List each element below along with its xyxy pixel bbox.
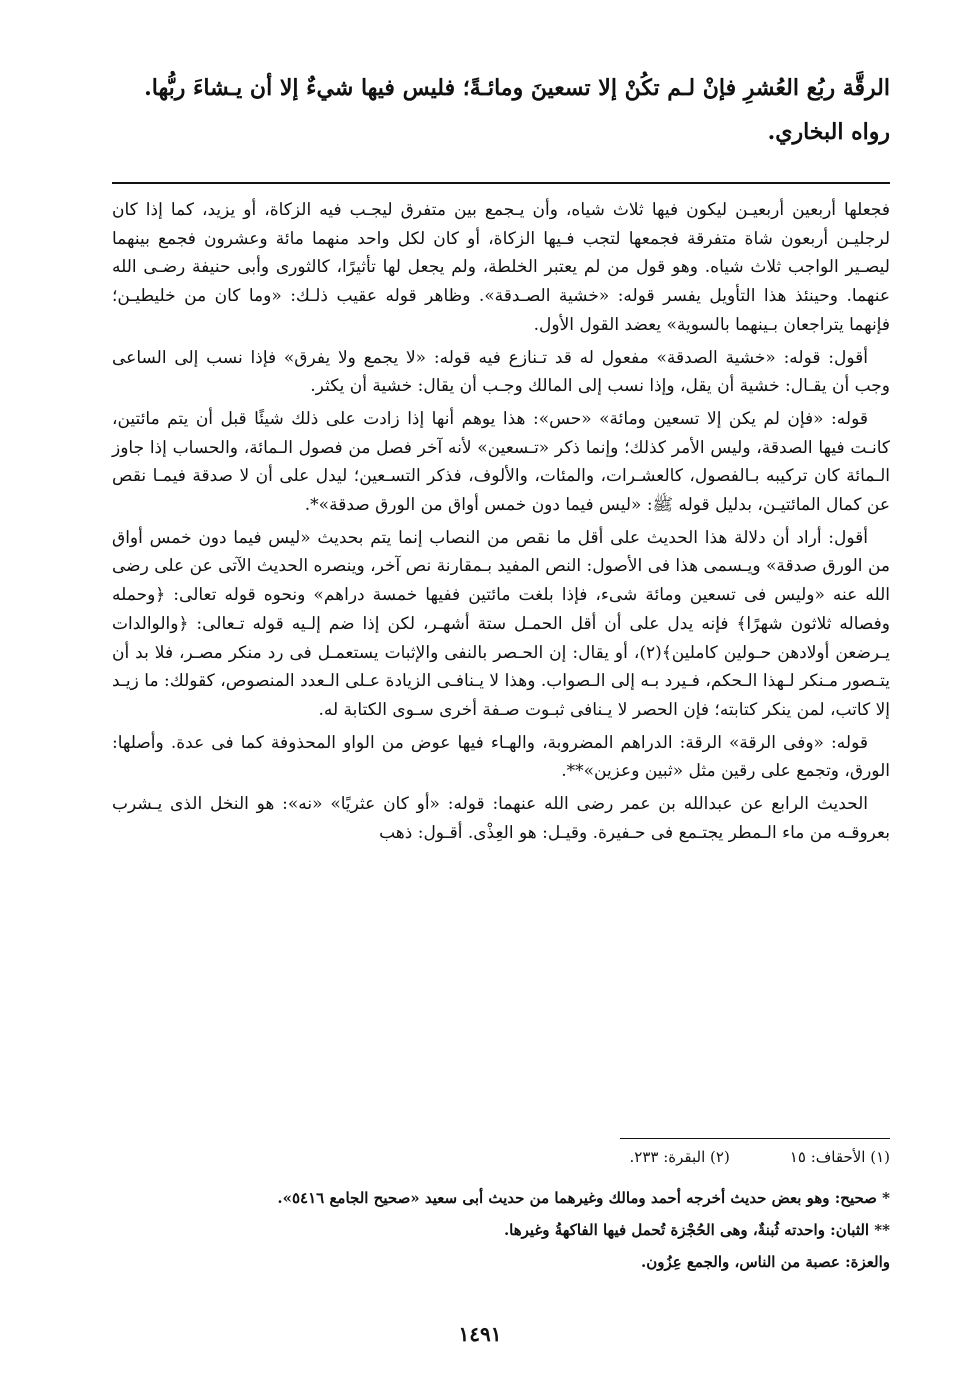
- commentary-paragraph: الحديث الرابع عن عبدالله بن عمر رضى الله عنهما: قوله: «أو كان عثريًا» «نه»: هو النخل الذى يـشرب بعروقـه من ماء الـمطر يجتـمع فى حـفيرة. وقيـل: هو العِذْى. أقـول: ذهب: [112, 794, 890, 843]
- page-number: ١٤٩١: [458, 1322, 502, 1346]
- editor-note: * صحيح: وهو بعض حديث أخرجه أحمد ومالك وغيرهما من حديث أبى سعيد «صحيح الجامع ٥٤١٦».: [277, 1189, 890, 1207]
- footnotes: [380, 1146, 890, 1168]
- editor-notes: [180, 1182, 890, 1278]
- footnote-1: (١) الأحقاف: ١٥: [789, 1148, 890, 1166]
- commentary-paragraph: أقول: أراد أن دلالة هذا الحديث على أقل ما نقص من النصاب إنما يتم بحديث «ليس فيما دون خمس أواق من الورق صدقة» ويـسمى هذا فى الأصول: النص المفيد بـمقارنة نص آخر، وينصره الحديث الآتى عن على رضى الله عنه «وليس فى تسعين ومائة شىء، فإذا بلغت مائتين ففيها خمسة دراهم» ونحوه قوله تعالى: ﴿وحمله وفصاله ثلاثون شهرًا﴾ فإنه يدل على أن أقل الحمـل ستة أشهـر، لكن إذا ضم إلـيه قوله تـعالى: ﴿والوالدات يـرضعن أولادهن حـولين كاملين﴾(٢)، أو يقال: إن الحـصر بالنفى والإثبات يستعمـل فى رد منكر مصـر، فلا بد أن يتـصور مـنكر لـهذا الـحكم، فـيرد بـه إلى الـصواب. وهذا لا يـنافـى الزيادة عـلى الـعدد المنصوص، كقولك: ما زيـد إلا كاتب، لمن ينكر كتابته؛ فإن الحصر لا يـنافى ثبـوت صـفة أخرى سـوى الكتابة له.: [112, 527, 890, 720]
- hadith-line: الرقَّة ربُع العُشرِ فإنْ لـم تكُنْ إلا تسعينَ ومائـةً؛ فليس فيها شيءٌ إلا أن يـشاءَ ربُّها.: [144, 75, 890, 101]
- commentary-paragraph: قوله: «فإن لم يكن إلا تسعين ومائة» «حس»: هذا يوهم أنها إذا زادت على ذلك شيئًا قبل أن يتم مائتين، كانـت فيها الصدقة، وليس الأمر كذلك؛ وإنما ذكر «تـسعين» لأنه آخر فصل من فصول الـمائة، والحساب إذا جاوز الـمائة كان تركيبه بـالفصول، كالعشـرات، والمئات، والألوف، فذكر التسـعين؛ ليدل على أن لا صدقة فيمـا نقص عن كمال المائتيـن، بدليل قوله ﷺ: «ليس فيما دون خمس أواق من الورق صدقة»*.: [112, 408, 890, 516]
- hadith-source: رواه البخاري.: [767, 119, 890, 145]
- separator-rule: [112, 182, 890, 184]
- footnote-2: (٢) البقرة: ٢٣٣.: [629, 1148, 730, 1166]
- commentary-paragraph: فجعلها أربعين أربعيـن ليكون فيها ثلاث شياه، وأن يـجمع بين متفرق ليجـب فيه الزكاة، أو يزيد، كما إذا كان لرجليـن أربعون شاة متفرقة فجمعها لتجب فـيها الزكاة، أو كان لكل واحد منهما مائة وعشرون فجمع بينهما ليصـير الواجب ثلاث شياه. وهو قول من لم يعتبر الخلطة، ولم يجعل لها تأثيرًا، كالثورى وأبى حنيفة رضـى الله عنهما. وحينئذ هذا التأويل يفسر قوله: «خشية الصـدقة». وظاهر قوله عقيب ذلـك: «وما كان من خليطيـن؛ فإنهما يتراجعان بـينهما بالسوية» يعضد القول الأول.: [112, 200, 890, 335]
- commentary-paragraph: قوله: «وفى الرقة» الرقة: الدراهم المضروبة، والهـاء فيها عوض من الواو المحذوفة كما فى عدة. وأصلها: الورق، وتجمع على رقين مثل «ثبين وعزين»**.: [112, 732, 890, 782]
- hadith-text: [100, 66, 890, 154]
- editor-note: والعزة: عصبة من الناس، والجمع عِزُون.: [641, 1253, 890, 1271]
- commentary-block: [112, 196, 890, 851]
- footnote-rule: [620, 1138, 890, 1139]
- commentary-paragraph: أقول: قوله: «خشية الصدقة» مفعول له قد تـنازع فيه قوله: «لا يجمع ولا يفرق» فإذا نسب إلى الساعى وجب أن يقـال: خشية أن يقل، وإذا نسب إلى المالك وجـب أن يقال: خشية أن يكثر.: [112, 347, 890, 397]
- editor-note: ** الثبان: واحدته ثُبنةٌ، وهى الحُجْزة تُحمل فيها الفاكهةُ وغيرها.: [503, 1221, 890, 1239]
